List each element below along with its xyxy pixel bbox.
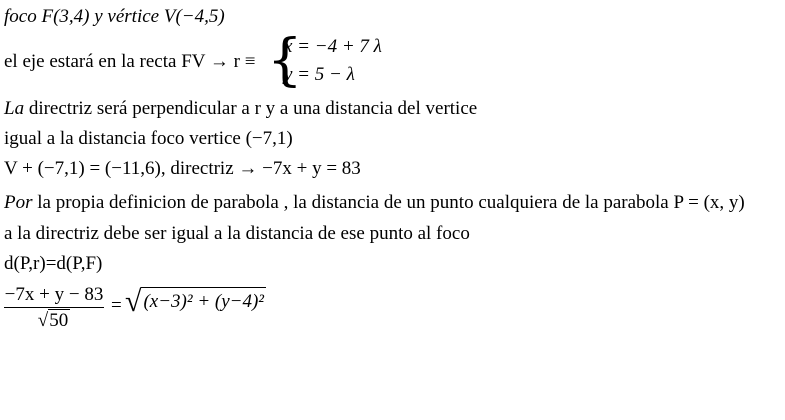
distance-condition-text: a la directriz debe ser igual a la distancia de ese punto al foco [4, 223, 470, 244]
equals-sign: = [111, 295, 122, 316]
focus-distance-root [125, 285, 266, 319]
root-radicand: (x−3)² + (y−4)² [141, 287, 266, 313]
directrix-distance-fraction [4, 284, 104, 332]
parabola-definition-text [4, 192, 745, 214]
definition-intro-rest: la propia definicion de parabola , la distancia de un punto cualquiera de la parabola P = (x, y) [32, 192, 745, 213]
fraction-bar [4, 307, 104, 308]
directrix-equation: V + (−7,1) = (−11,6), directriz → −7x + y = 83 [4, 158, 361, 179]
directrix-intro-rest: directriz será perpendicular a r y a una distancia del vertice [24, 98, 478, 119]
directrix-perpendicular-text [4, 98, 477, 120]
parametric-x-equation: x = −4 + 7 λ [284, 36, 382, 57]
focus-vertex-distance-text: igual a la distancia foco vertice (−7,1) [4, 128, 293, 149]
fraction-numerator: −7x + y − 83 [4, 284, 104, 305]
distance-equality: d(P,r)=d(P,F) [4, 253, 103, 274]
radical-sign: √ [125, 285, 142, 318]
focus-vertex-statement: foco F(3,4) y vértice V(−4,5) [4, 6, 225, 27]
system-brace: { [267, 28, 303, 93]
axis-intro-text: el eje estará en la recta FV → r ≡ [4, 51, 256, 72]
directrix-intro-italic: La [4, 98, 25, 119]
parametric-y-equation: y = 5 − λ [284, 64, 355, 85]
denominator-radicand: 50 [49, 310, 69, 331]
definition-intro-italic: Por [4, 192, 33, 213]
fraction-denominator: √50 [37, 310, 69, 331]
